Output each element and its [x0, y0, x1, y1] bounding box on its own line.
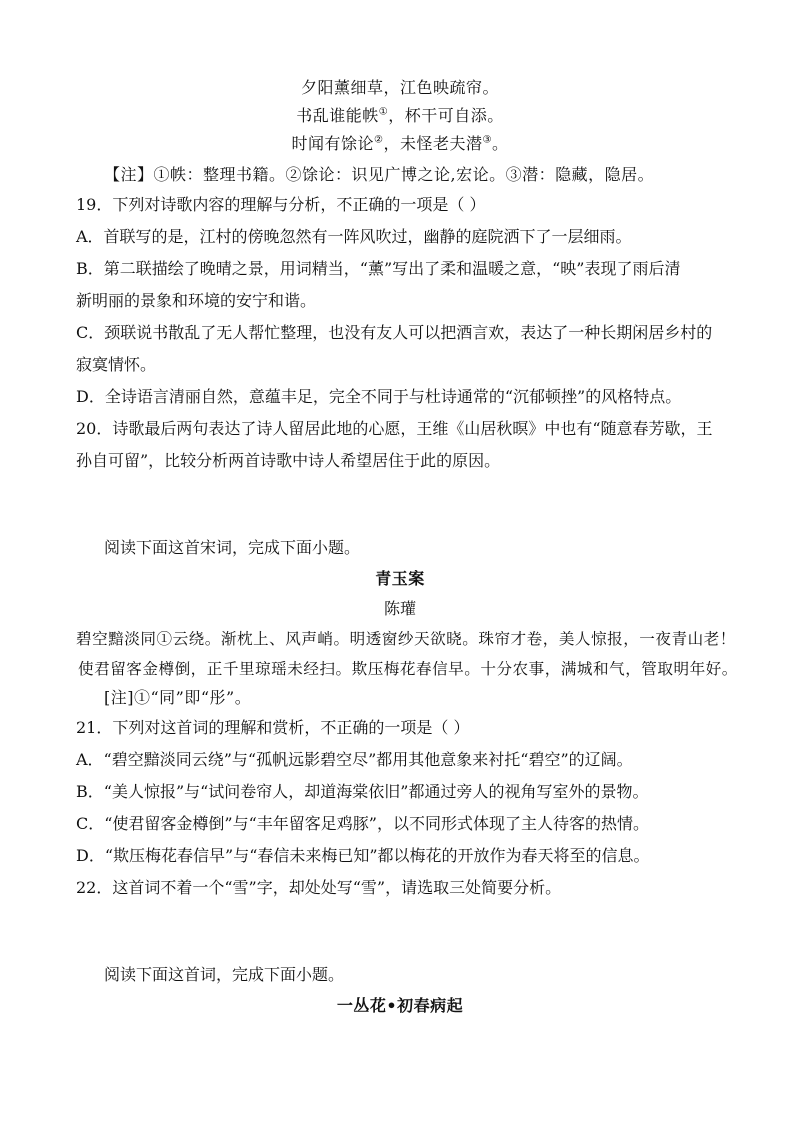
footnote-marker: ③ — [482, 134, 492, 146]
section2-intro: 阅读下面这首宋词，完成下面小题。 — [104, 538, 361, 557]
section2-author: 陈瓘 — [383, 599, 416, 618]
q19-option-d: D．全诗语言清丽自然，意蕴丰足，完全不同于与杜诗通常的“沉郁顿挫”的风格特点。 — [76, 387, 682, 406]
q21-stem: 21．下列对这首词的理解和赏析，不正确的一项是（ ） — [76, 718, 470, 737]
q22-line-1: 22．这首词不着一个“雪”字，却处处写“雪”，请选取三处简要分析。 — [76, 878, 562, 897]
section3-intro: 阅读下面这首词，完成下面小题。 — [104, 965, 345, 984]
q21-option-c: C．“使君留客金樽倒”与“丰年留客足鸡豚”，以不同形式体现了主人待客的热情。 — [76, 814, 649, 833]
section2-text-line-2: 使君留客金樽倒，正千里琼瑶未经扫。欺压梅花春信早。十分农事，满城和气，管取明年好。 — [78, 660, 738, 678]
q19-option-c-line-2: 寂寞情怀。 — [76, 355, 157, 374]
q19-option-b-line-1: B．第二联描绘了晚晴之景，用词精当，“薰”写出了柔和温暖之意，“映”表现了雨后清 — [76, 259, 681, 278]
q21-option-b: B．“美人惊报”与“试问卷帘人，却道海棠依旧”都通过旁人的视角写室外的景物。 — [76, 782, 649, 801]
poem1-line-3: 时闻有馀论②，未怪老夫潜③。 — [291, 134, 509, 153]
q19-stem: 19．下列对诗歌内容的理解与分析，不正确的一项是（ ） — [76, 195, 486, 214]
poem1-note: 【注】①帙：整理书籍。②馀论：识见广博之论,宏论。③潜：隐藏，隐居。 — [104, 165, 655, 184]
q19-option-a: A．首联写的是，江村的傍晚忽然有一阵风吹过，幽静的庭院洒下了一层细雨。 — [76, 227, 632, 246]
section2-poem-title: 青玉案 — [375, 569, 425, 588]
footnote-marker: ② — [374, 134, 384, 146]
section2-text-line-1: 碧空黯淡同①云绕。渐枕上、风声峭。明透窗纱天欲晓。珠帘才卷，美人惊报，一夜青山老！ — [76, 630, 736, 648]
q21-option-a: A．“碧空黯淡同云绕”与“孤帆远影碧空尽”都用其他意象来衬托“碧空”的辽阔。 — [76, 750, 633, 769]
poem1-line-1: 夕阳薰细草，江色映疏帘。 — [300, 78, 499, 97]
q19-option-b-line-2: 新明丽的景象和环境的安宁和谐。 — [76, 291, 317, 310]
footnote-marker: ① — [378, 106, 389, 118]
section2-note: [注]①“同”即“彤”。 — [104, 688, 252, 707]
q20-line-1: 20．诗歌最后两句表达了诗人留居此地的心愿，王维《山居秋暝》中也有“随意春芳歇，王 — [76, 419, 713, 438]
q21-option-d: D．“欺压梅花春信早”与“春信未来梅已知”都以梅花的开放作为春天将至的信息。 — [76, 846, 650, 865]
q20-line-2: 孙自可留”，比较分析两首诗歌中诗人希望居住于此的原因。 — [76, 451, 501, 470]
poem1-line-2: 书乱谁能帙①，杯干可自添。 — [296, 106, 504, 125]
section3-poem-title: 一丛花•初春病起 — [336, 996, 464, 1015]
q19-option-c-line-1: C．颈联说书散乱了无人帮忙整理，也没有友人可以把酒言欢，表达了一种长期闲居乡村的 — [76, 323, 713, 342]
